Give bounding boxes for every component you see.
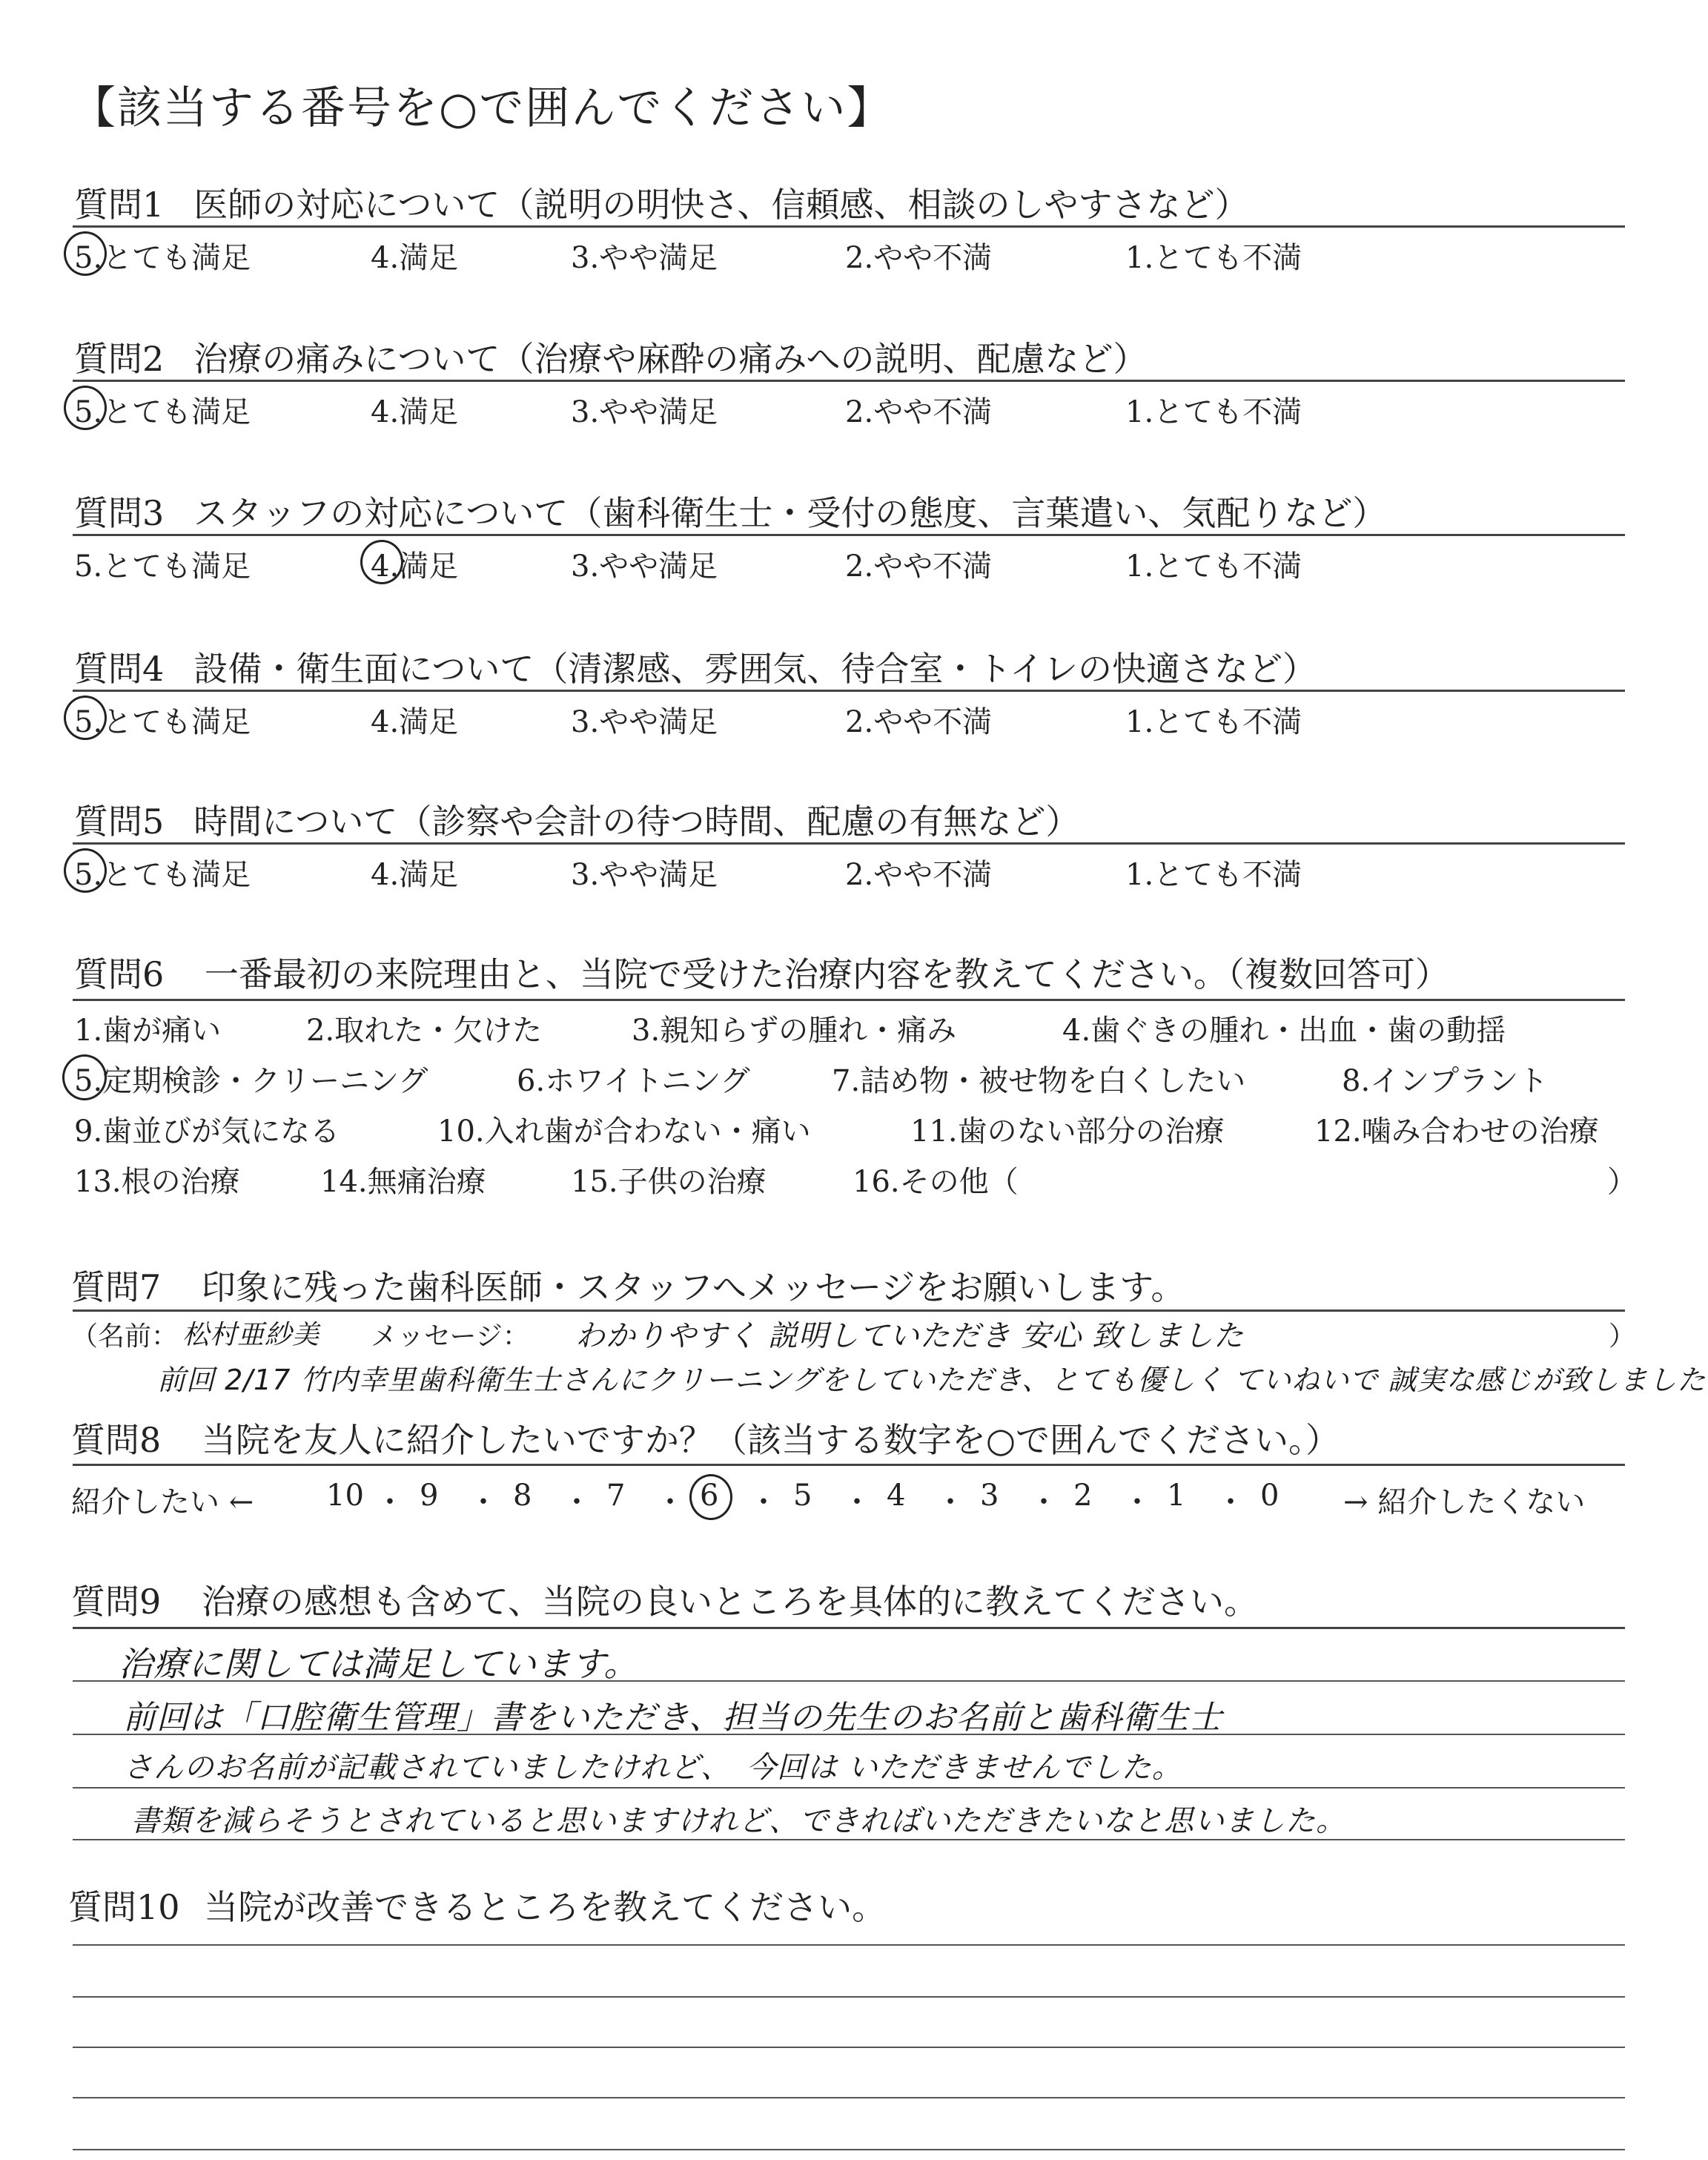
q10-text: 当院が改善できるところを教えてください。 <box>204 1887 887 1927</box>
q6-option[interactable]: 2.取れた・欠けた <box>306 1014 543 1048</box>
q7-rule <box>73 1309 1625 1312</box>
q6-option-selected[interactable]: 5.定期検診・クリーニング <box>74 1064 428 1098</box>
q8-right-label: → 紹介したくない <box>1343 1485 1586 1519</box>
selection-circle <box>64 386 107 430</box>
question-text: 設備・衛生面について（清潔感、雰囲気、待合室・トイレの快適さなど） <box>193 649 1317 689</box>
rating-option-selected[interactable]: 5.とても満足 <box>74 858 251 892</box>
q9-answer-line[interactable]: 前回は「口腔衛生管理」書をいただき、担当の先生のお名前と歯科衛生士 <box>123 1699 1223 1737</box>
question-header <box>74 332 1147 381</box>
q6-option[interactable]: 15.子供の治療 <box>571 1165 767 1199</box>
scale-number[interactable]: 1 <box>1167 1479 1186 1513</box>
q9-header <box>71 1575 1258 1624</box>
question-rule <box>73 534 1625 536</box>
question-text: 医師の対応について（説明の明快さ、信頼感、相談のしやすさなど） <box>193 185 1249 225</box>
q9-answer-line[interactable]: 書類を減らそうとされていると思いますけれど、できればいただきたいなと思いました。 <box>130 1804 1346 1838</box>
rating-option[interactable]: 2.やや不満 <box>845 705 993 739</box>
q6-option[interactable]: 11.歯のない部分の治療 <box>910 1114 1225 1149</box>
rating-option[interactable]: 1.とても不満 <box>1125 241 1302 275</box>
question-rule <box>73 380 1625 382</box>
question-rule <box>73 690 1625 692</box>
q9-rule <box>73 1627 1625 1629</box>
q6-header <box>74 948 1449 997</box>
q6-label: 質問6 <box>74 954 165 994</box>
rating-option[interactable]: 3.やや満足 <box>571 395 718 429</box>
answer-line[interactable] <box>73 2047 1625 2048</box>
rating-option[interactable]: 3.やや満足 <box>571 858 718 892</box>
scale-separator: ・ <box>655 1485 685 1519</box>
question-header <box>74 795 1079 844</box>
q7-message-line2[interactable]: 前回 2/17 竹内幸里歯科衛生士さんにクリーニングをしていただき、とても優しく ていねいで 誠実な感じが致しました <box>157 1364 1707 1396</box>
scale-number[interactable]: 8 <box>513 1479 532 1513</box>
q9-text: 治療の感想も含めて、当院の良いところを具体的に教えてください。 <box>201 1582 1258 1622</box>
rating-option[interactable]: 1.とても不満 <box>1125 549 1302 584</box>
scale-number[interactable]: 3 <box>980 1479 999 1513</box>
rating-option[interactable]: 1.とても不満 <box>1125 858 1302 892</box>
q6-close-paren: ） <box>1607 1165 1637 1199</box>
q8-label: 質問8 <box>71 1420 162 1460</box>
rating-option[interactable]: 2.やや不満 <box>845 241 993 275</box>
rating-option-selected[interactable]: 5.とても満足 <box>74 241 251 275</box>
question-label: 質問1 <box>74 185 165 225</box>
selection-circle <box>689 1474 732 1520</box>
q6-option[interactable]: 14.無痛治療 <box>320 1165 486 1199</box>
question-label: 質問2 <box>74 339 165 379</box>
q6-option[interactable]: 16.その他（ <box>853 1165 1019 1199</box>
question-label: 質問4 <box>74 649 165 689</box>
answer-line[interactable] <box>73 1944 1625 1946</box>
rating-option[interactable]: 2.やや不満 <box>845 858 993 892</box>
scale-separator: ・ <box>1029 1485 1059 1519</box>
question-header <box>74 486 1386 535</box>
rating-option[interactable]: 3.やや満足 <box>571 705 718 739</box>
q7-name-prefix: （名前： <box>71 1321 179 1352</box>
rating-option-selected[interactable]: 4.満足 <box>371 549 459 584</box>
question-rule <box>73 225 1625 228</box>
q7-text: 印象に残った歯科医師・スタッフへメッセージをお願いします。 <box>201 1267 1185 1307</box>
answer-line[interactable] <box>73 1996 1625 1998</box>
rating-option[interactable]: 3.やや満足 <box>571 241 718 275</box>
answer-line[interactable] <box>73 2149 1625 2150</box>
q6-option[interactable]: 1.歯が痛い <box>74 1014 222 1048</box>
page-title: 【該当する番号を○で囲んでください】 <box>71 82 893 134</box>
rating-option[interactable]: 2.やや不満 <box>845 549 993 584</box>
scale-number[interactable]: 5 <box>793 1479 812 1513</box>
scale-separator: ・ <box>375 1485 405 1519</box>
rating-option[interactable]: 4.満足 <box>371 705 459 739</box>
q7-close-paren: ） <box>1609 1321 1636 1352</box>
question-label: 質問3 <box>74 493 165 533</box>
question-text: スタッフの対応について（歯科衛生士・受付の態度、言葉遣い、気配りなど） <box>193 493 1387 533</box>
q6-rule <box>73 999 1625 1001</box>
scale-separator: ・ <box>1216 1485 1245 1519</box>
scale-separator: ・ <box>842 1485 872 1519</box>
selection-circle <box>360 540 403 584</box>
question-header <box>74 178 1249 227</box>
selection-circle <box>64 848 107 893</box>
rating-option[interactable]: 2.やや不満 <box>845 395 993 429</box>
rating-option[interactable]: 5.とても満足 <box>74 549 251 584</box>
question-header <box>74 642 1317 691</box>
q6-option[interactable]: 7.詰め物・被せ物を白くしたい <box>832 1064 1246 1098</box>
q8-text: 当院を友人に紹介したいですか？（該当する数字を○で囲んでください。） <box>201 1420 1340 1460</box>
scale-number[interactable]: 2 <box>1073 1479 1093 1513</box>
scale-number[interactable]: 10 <box>326 1479 364 1513</box>
scale-number[interactable]: 4 <box>887 1479 906 1513</box>
answer-line[interactable] <box>73 2097 1625 2098</box>
rating-option[interactable]: 3.やや満足 <box>571 549 718 584</box>
q7-label: 質問7 <box>71 1267 162 1307</box>
q9-answer-line[interactable]: さんのお名前が記載されていましたけれど、 今回は いただきませんでした。 <box>123 1751 1182 1785</box>
rating-option[interactable]: 4.満足 <box>371 858 459 892</box>
scale-separator: ・ <box>469 1485 498 1519</box>
q6-text: 一番最初の来院理由と、当院で受けた治療内容を教えてください。（複数回答可） <box>204 954 1449 994</box>
scale-number-selected[interactable]: 6 <box>700 1479 719 1513</box>
q6-option[interactable]: 4.歯ぐきの腫れ・出血・歯の動揺 <box>1062 1014 1506 1048</box>
q9-label: 質問9 <box>71 1582 162 1622</box>
q8-header <box>71 1413 1340 1462</box>
answer-line <box>73 1787 1625 1789</box>
q6-option[interactable]: 13.根の治療 <box>74 1165 240 1199</box>
scale-number[interactable]: 0 <box>1260 1479 1280 1513</box>
question-rule <box>73 842 1625 845</box>
scale-number[interactable]: 9 <box>420 1479 439 1513</box>
q10-label: 質問10 <box>68 1887 180 1927</box>
q10-header <box>68 1880 886 1929</box>
q8-rule <box>73 1464 1625 1466</box>
scale-number[interactable]: 7 <box>606 1479 626 1513</box>
scale-separator: ・ <box>562 1485 592 1519</box>
scale-separator: ・ <box>1122 1485 1152 1519</box>
rating-option[interactable]: 4.満足 <box>371 395 459 429</box>
q7-name-value[interactable]: 松村亜紗美 <box>182 1320 320 1350</box>
q6-option[interactable]: 8.インプラント <box>1342 1064 1549 1098</box>
q7-message-prefix: メッセージ： <box>371 1321 529 1352</box>
selection-circle <box>64 231 107 276</box>
question-text: 時間について（診察や会計の待つ時間、配慮の有無など） <box>193 802 1080 842</box>
rating-option-selected[interactable]: 5.とても満足 <box>74 705 251 739</box>
q6-option[interactable]: 12.噛み合わせの治療 <box>1314 1114 1599 1149</box>
q6-option[interactable]: 9.歯並びが気になる <box>74 1114 340 1149</box>
q8-left-label: 紹介したい ← <box>71 1485 254 1519</box>
scale-separator: ・ <box>936 1485 965 1519</box>
question-label: 質問5 <box>74 802 165 842</box>
rating-option[interactable]: 1.とても不満 <box>1125 705 1302 739</box>
selection-circle <box>62 1054 107 1100</box>
question-text: 治療の痛みについて（治療や麻酔の痛みへの説明、配慮など） <box>193 339 1148 379</box>
q6-option[interactable]: 6.ホワイトニング <box>517 1064 750 1098</box>
q7-message-line1[interactable]: わかりやすく 説明していただき 安心 致しました <box>575 1319 1245 1353</box>
rating-option-selected[interactable]: 5.とても満足 <box>74 395 251 429</box>
q6-option[interactable]: 3.親知らずの腫れ・痛み <box>632 1014 957 1048</box>
selection-circle <box>64 696 107 740</box>
scale-separator: ・ <box>749 1485 778 1519</box>
q9-answer-line[interactable]: 治療に関しては満足しています。 <box>119 1644 639 1684</box>
q6-option[interactable]: 10.入れ歯が合わない・痛い <box>437 1114 811 1149</box>
q7-header <box>71 1261 1185 1309</box>
rating-option[interactable]: 4.満足 <box>371 241 459 275</box>
rating-option[interactable]: 1.とても不満 <box>1125 395 1302 429</box>
